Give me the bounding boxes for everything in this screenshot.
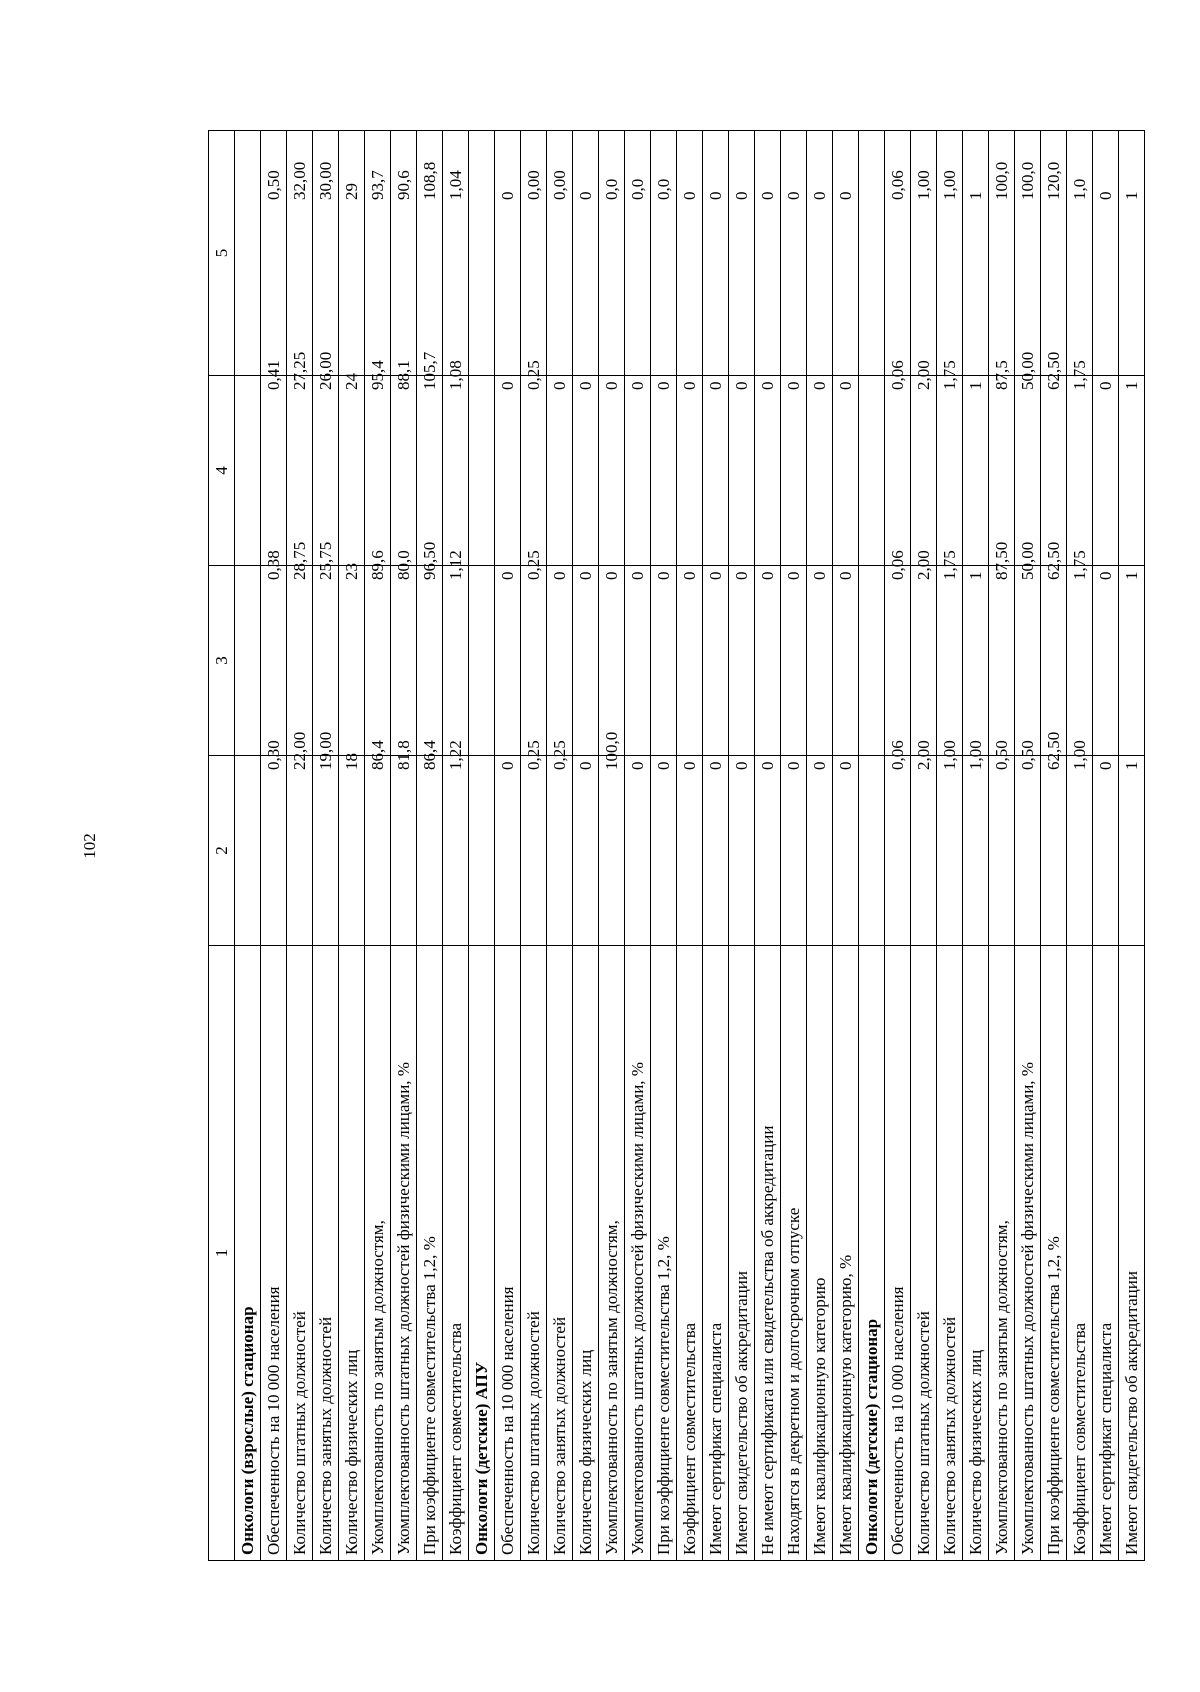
value-cell: 0	[573, 131, 599, 376]
value-cell: 1,22	[443, 756, 469, 946]
table-row	[547, 131, 573, 1561]
row-label: При коэффициенте совместительства 1,2, %	[651, 946, 677, 1561]
value-cell: 93,7	[365, 131, 391, 376]
row-label: Количество занятых должностей	[313, 946, 339, 1561]
value-cell: 1	[1119, 131, 1145, 376]
value-cell: 0	[547, 566, 573, 756]
value-cell: 0,25	[547, 756, 573, 946]
table-rotated-wrapper	[208, 131, 1141, 1561]
value-cell: 1,00	[937, 131, 963, 376]
value-cell: 1	[1119, 376, 1145, 566]
value-cell: 0	[703, 131, 729, 376]
row-label: Количество занятых должностей	[937, 946, 963, 1561]
value-cell: 0	[807, 376, 833, 566]
table-row	[781, 131, 807, 1561]
value-cell: 0	[547, 376, 573, 566]
value-cell: 2,00	[911, 566, 937, 756]
table-body	[235, 131, 1145, 1561]
value-cell: 0	[1093, 566, 1119, 756]
row-label: Укомплектованность по занятым должностям,	[365, 946, 391, 1561]
value-cell: 1,00	[1067, 756, 1093, 946]
value-cell: 0	[781, 756, 807, 946]
row-label: Количество физических лиц	[339, 946, 365, 1561]
value-cell: 89,6	[365, 566, 391, 756]
value-cell: 0	[677, 566, 703, 756]
value-cell: 1,00	[937, 756, 963, 946]
value-cell: 90,6	[391, 131, 417, 376]
row-label: Онкологи (детские) стационар	[859, 946, 885, 1561]
value-cell: 87,50	[989, 566, 1015, 756]
value-cell: 88,1	[391, 376, 417, 566]
row-label: Онкологи (взрослые) стационар	[235, 946, 261, 1561]
value-cell: 0	[651, 566, 677, 756]
header-cell: 4	[209, 376, 235, 566]
table-row	[989, 131, 1015, 1561]
value-cell: 1,12	[443, 566, 469, 756]
value-cell: 0,50	[1015, 756, 1041, 946]
table-row	[651, 131, 677, 1561]
value-cell: 0	[651, 756, 677, 946]
value-cell: 0,41	[261, 376, 287, 566]
value-cell: 0	[729, 131, 755, 376]
value-cell: 0	[1093, 376, 1119, 566]
row-label: Имеют сертификат специалиста	[1093, 946, 1119, 1561]
row-label: Коэффициент совместительства	[677, 946, 703, 1561]
value-cell: 0	[703, 566, 729, 756]
value-cell: 86,4	[365, 756, 391, 946]
value-cell	[235, 376, 261, 566]
value-cell: 87,5	[989, 376, 1015, 566]
value-cell: 30,00	[313, 131, 339, 376]
table-row	[495, 131, 521, 1561]
row-label: При коэффициенте совместительства 1,2, %	[417, 946, 443, 1561]
value-cell: 0	[495, 376, 521, 566]
value-cell: 0,25	[521, 566, 547, 756]
row-label: Количество штатных должностей	[287, 946, 313, 1561]
table-row	[1093, 131, 1119, 1561]
value-cell: 0	[573, 566, 599, 756]
value-cell: 0	[729, 566, 755, 756]
row-label: Количество физических лиц	[963, 946, 989, 1561]
row-label: Находятся в декретном и долгосрочном отпуске	[781, 946, 807, 1561]
value-cell: 1	[963, 566, 989, 756]
value-cell: 2,00	[911, 376, 937, 566]
table-row	[287, 131, 313, 1561]
value-cell: 26,00	[313, 376, 339, 566]
value-cell: 25,75	[313, 566, 339, 756]
section-header-row	[859, 131, 885, 1561]
value-cell: 18	[339, 756, 365, 946]
value-cell: 0	[651, 376, 677, 566]
value-cell: 0	[729, 756, 755, 946]
value-cell: 0,06	[885, 131, 911, 376]
row-label: Количество штатных должностей	[521, 946, 547, 1561]
value-cell	[469, 376, 495, 566]
table-row	[1041, 131, 1067, 1561]
value-cell	[859, 566, 885, 756]
row-label: Обеспеченность на 10 000 населения	[261, 946, 287, 1561]
value-cell: 1,75	[937, 566, 963, 756]
row-label: Имеют свидетельство об аккредитации	[729, 946, 755, 1561]
value-cell: 0	[495, 566, 521, 756]
value-cell: 120,0	[1041, 131, 1067, 376]
value-cell	[235, 131, 261, 376]
table-row	[261, 131, 287, 1561]
table-row	[599, 131, 625, 1561]
table-row	[625, 131, 651, 1561]
row-label: Укомплектованность штатных должностей физическими лицами, %	[391, 946, 417, 1561]
value-cell	[469, 566, 495, 756]
value-cell: 1,08	[443, 376, 469, 566]
row-label: Укомплектованность штатных должностей физическими лицами, %	[1015, 946, 1041, 1561]
value-cell: 0,38	[261, 566, 287, 756]
row-label: Имеют сертификат специалиста	[703, 946, 729, 1561]
value-cell: 1	[1119, 756, 1145, 946]
value-cell: 24	[339, 376, 365, 566]
value-cell: 0	[729, 376, 755, 566]
table-row	[729, 131, 755, 1561]
value-cell: 108,8	[417, 131, 443, 376]
value-cell: 80,0	[391, 566, 417, 756]
value-cell: 50,00	[1015, 566, 1041, 756]
table-row	[1015, 131, 1041, 1561]
value-cell: 81,8	[391, 756, 417, 946]
value-cell: 32,00	[287, 131, 313, 376]
table-row	[963, 131, 989, 1561]
value-cell: 1,00	[963, 756, 989, 946]
row-label: Обеспеченность на 10 000 населения	[885, 946, 911, 1561]
row-label: Имеют квалификационную категорию	[807, 946, 833, 1561]
value-cell: 96,50	[417, 566, 443, 756]
value-cell: 50,00	[1015, 376, 1041, 566]
value-cell: 0	[495, 756, 521, 946]
value-cell: 0	[807, 756, 833, 946]
row-label: Онкологи (детские) АПУ	[469, 946, 495, 1561]
table-row	[937, 131, 963, 1561]
value-cell: 22,00	[287, 756, 313, 946]
value-cell: 0	[781, 131, 807, 376]
value-cell: 0	[625, 376, 651, 566]
value-cell: 0	[677, 756, 703, 946]
table-row	[443, 131, 469, 1561]
value-cell: 0,30	[261, 756, 287, 946]
row-label: Коэффициент совместительства	[443, 946, 469, 1561]
value-cell	[235, 756, 261, 946]
value-cell: 0	[807, 566, 833, 756]
value-cell: 29	[339, 131, 365, 376]
value-cell: 0,06	[885, 376, 911, 566]
value-cell: 0	[781, 376, 807, 566]
value-cell	[859, 376, 885, 566]
table-row	[417, 131, 443, 1561]
table-row	[313, 131, 339, 1561]
value-cell	[469, 131, 495, 376]
value-cell: 0,0	[651, 131, 677, 376]
value-cell: 86,4	[417, 756, 443, 946]
value-cell: 0	[599, 566, 625, 756]
header-cell: 2	[209, 756, 235, 946]
section-header-row	[235, 131, 261, 1561]
value-cell: 100,0	[989, 131, 1015, 376]
row-label: Количество занятых должностей	[547, 946, 573, 1561]
value-cell: 0	[573, 756, 599, 946]
value-cell: 0,25	[521, 756, 547, 946]
table-row	[885, 131, 911, 1561]
table-row	[573, 131, 599, 1561]
value-cell: 1	[963, 131, 989, 376]
table-row	[391, 131, 417, 1561]
value-cell: 1	[1119, 566, 1145, 756]
table-row	[365, 131, 391, 1561]
value-cell: 27,25	[287, 376, 313, 566]
value-cell: 0	[1093, 756, 1119, 946]
header-cell: 5	[209, 131, 235, 376]
table-row	[911, 131, 937, 1561]
value-cell: 100,0	[1015, 131, 1041, 376]
value-cell: 0	[599, 376, 625, 566]
value-cell: 100,0	[599, 756, 625, 946]
value-cell: 0	[833, 756, 859, 946]
row-label: Не имеют сертификата или свидетельства об аккредитации	[755, 946, 781, 1561]
value-cell: 0	[781, 566, 807, 756]
table-row	[339, 131, 365, 1561]
row-label: Имеют квалификационную категорию, %	[833, 946, 859, 1561]
value-cell: 0	[833, 376, 859, 566]
value-cell: 0	[625, 756, 651, 946]
value-cell: 0,00	[547, 131, 573, 376]
table-row	[807, 131, 833, 1561]
value-cell: 0	[703, 376, 729, 566]
value-cell: 62,50	[1041, 566, 1067, 756]
value-cell	[859, 756, 885, 946]
value-cell	[235, 566, 261, 756]
value-cell: 0	[755, 756, 781, 946]
value-cell: 0	[677, 376, 703, 566]
value-cell: 0,0	[625, 131, 651, 376]
value-cell: 0,00	[521, 131, 547, 376]
table-row	[521, 131, 547, 1561]
header-row	[209, 131, 235, 1561]
value-cell: 1,0	[1067, 131, 1093, 376]
row-label: Укомплектованность по занятым должностям,	[989, 946, 1015, 1561]
value-cell: 0,0	[599, 131, 625, 376]
value-cell: 0	[755, 131, 781, 376]
table-row	[833, 131, 859, 1561]
value-cell: 1,75	[1067, 376, 1093, 566]
value-cell: 0	[833, 131, 859, 376]
value-cell: 62,50	[1041, 376, 1067, 566]
value-cell: 0	[755, 566, 781, 756]
header-cell: 3	[209, 566, 235, 756]
value-cell: 28,75	[287, 566, 313, 756]
row-label: Укомплектованность штатных должностей физическими лицами, %	[625, 946, 651, 1561]
value-cell	[859, 131, 885, 376]
table-row	[1119, 131, 1145, 1561]
row-label: Количество физических лиц	[573, 946, 599, 1561]
page-number: 102	[80, 833, 99, 859]
value-cell: 1	[963, 376, 989, 566]
value-cell: 0	[755, 376, 781, 566]
value-cell: 0	[625, 566, 651, 756]
value-cell: 1,04	[443, 131, 469, 376]
value-cell: 0	[573, 376, 599, 566]
value-cell: 23	[339, 566, 365, 756]
value-cell: 0	[1093, 131, 1119, 376]
row-label: Количество штатных должностей	[911, 946, 937, 1561]
table-row	[1067, 131, 1093, 1561]
value-cell: 0,50	[989, 756, 1015, 946]
row-label: Имеют свидетельство об аккредитации	[1119, 946, 1145, 1561]
value-cell: 0,06	[885, 566, 911, 756]
value-cell: 1,75	[1067, 566, 1093, 756]
table-row	[755, 131, 781, 1561]
value-cell: 105,7	[417, 376, 443, 566]
section-header-row	[469, 131, 495, 1561]
value-cell: 0,50	[261, 131, 287, 376]
header-cell: 1	[209, 946, 235, 1561]
value-cell: 95,4	[365, 376, 391, 566]
value-cell: 0	[807, 131, 833, 376]
row-label: При коэффициенте совместительства 1,2, %	[1041, 946, 1067, 1561]
value-cell: 62,50	[1041, 756, 1067, 946]
value-cell: 0	[495, 131, 521, 376]
value-cell: 0,25	[521, 376, 547, 566]
value-cell: 0	[833, 566, 859, 756]
row-label: Коэффициент совместительства	[1067, 946, 1093, 1561]
value-cell: 19,00	[313, 756, 339, 946]
row-label: Укомплектованность по занятым должностям,	[599, 946, 625, 1561]
table-row	[677, 131, 703, 1561]
value-cell: 0	[703, 756, 729, 946]
value-cell: 0	[677, 131, 703, 376]
value-cell: 2,00	[911, 756, 937, 946]
value-cell: 1,75	[937, 376, 963, 566]
value-cell: 0,06	[885, 756, 911, 946]
value-cell: 1,00	[911, 131, 937, 376]
row-label: Обеспеченность на 10 000 населения	[495, 946, 521, 1561]
table-row	[703, 131, 729, 1561]
value-cell	[469, 756, 495, 946]
staffing-table	[208, 130, 1145, 1561]
